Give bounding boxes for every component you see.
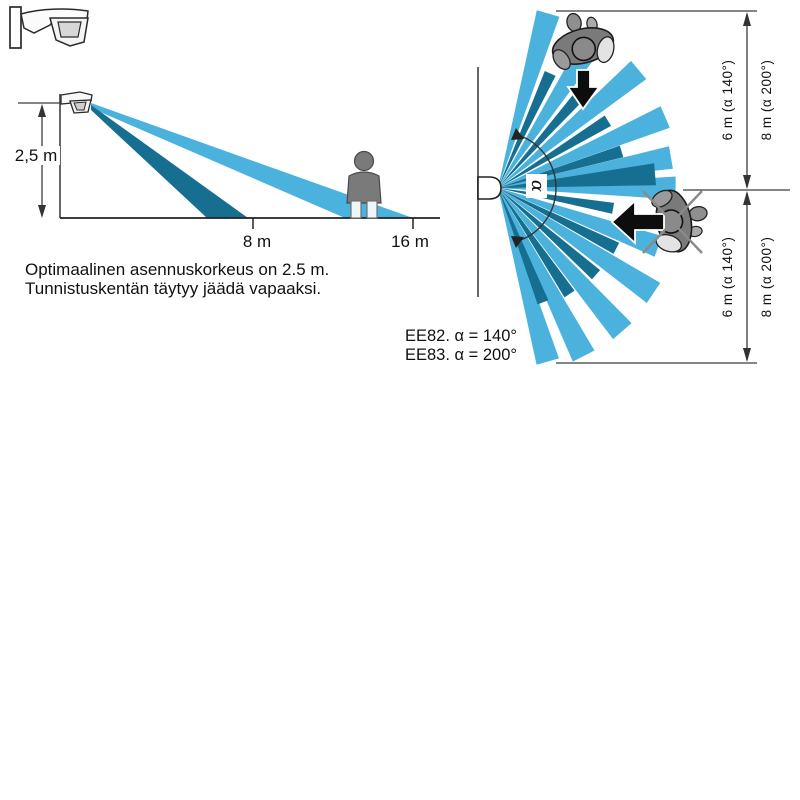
device-icon bbox=[10, 7, 88, 48]
sensor-top-icon bbox=[478, 177, 501, 199]
arrow-down-icon bbox=[38, 205, 46, 218]
device-wall-plate bbox=[10, 7, 21, 48]
arrow-up-icon bbox=[38, 104, 46, 117]
dim-label-6m-top: 6 m (α 140°) bbox=[720, 59, 735, 141]
sensor-side-icon bbox=[61, 92, 92, 113]
dim-arrow-icon bbox=[743, 12, 751, 26]
dim-arrow-icon bbox=[743, 191, 751, 205]
model-ee83-label: EE83. α = 200° bbox=[405, 346, 518, 364]
alpha-symbol: α bbox=[527, 179, 548, 193]
caption-line2: Tunnistuskentän täytyy jäädä vapaaksi. bbox=[25, 279, 322, 298]
tick-16m-label: 16 m bbox=[391, 232, 429, 251]
dim-label-6m-bottom: 6 m (α 140°) bbox=[720, 236, 735, 318]
side-view-diagram bbox=[12, 92, 440, 298]
dim-arrow-icon bbox=[743, 348, 751, 362]
caption-line1: Optimaalinen asennuskorkeus on 2.5 m. bbox=[25, 260, 330, 279]
dim-arrow-icon bbox=[743, 175, 751, 189]
model-ee82-label: EE82. α = 140° bbox=[405, 327, 518, 345]
dim-label-8m-bottom: 8 m (α 200°) bbox=[759, 236, 774, 318]
tick-8m-label: 8 m bbox=[242, 232, 272, 251]
mount-height-label: 2,5 m bbox=[14, 146, 58, 165]
dim-label-8m-top: 8 m (α 200°) bbox=[759, 59, 774, 141]
device-lens-window bbox=[58, 22, 81, 37]
top-view-diagram bbox=[405, 5, 790, 365]
